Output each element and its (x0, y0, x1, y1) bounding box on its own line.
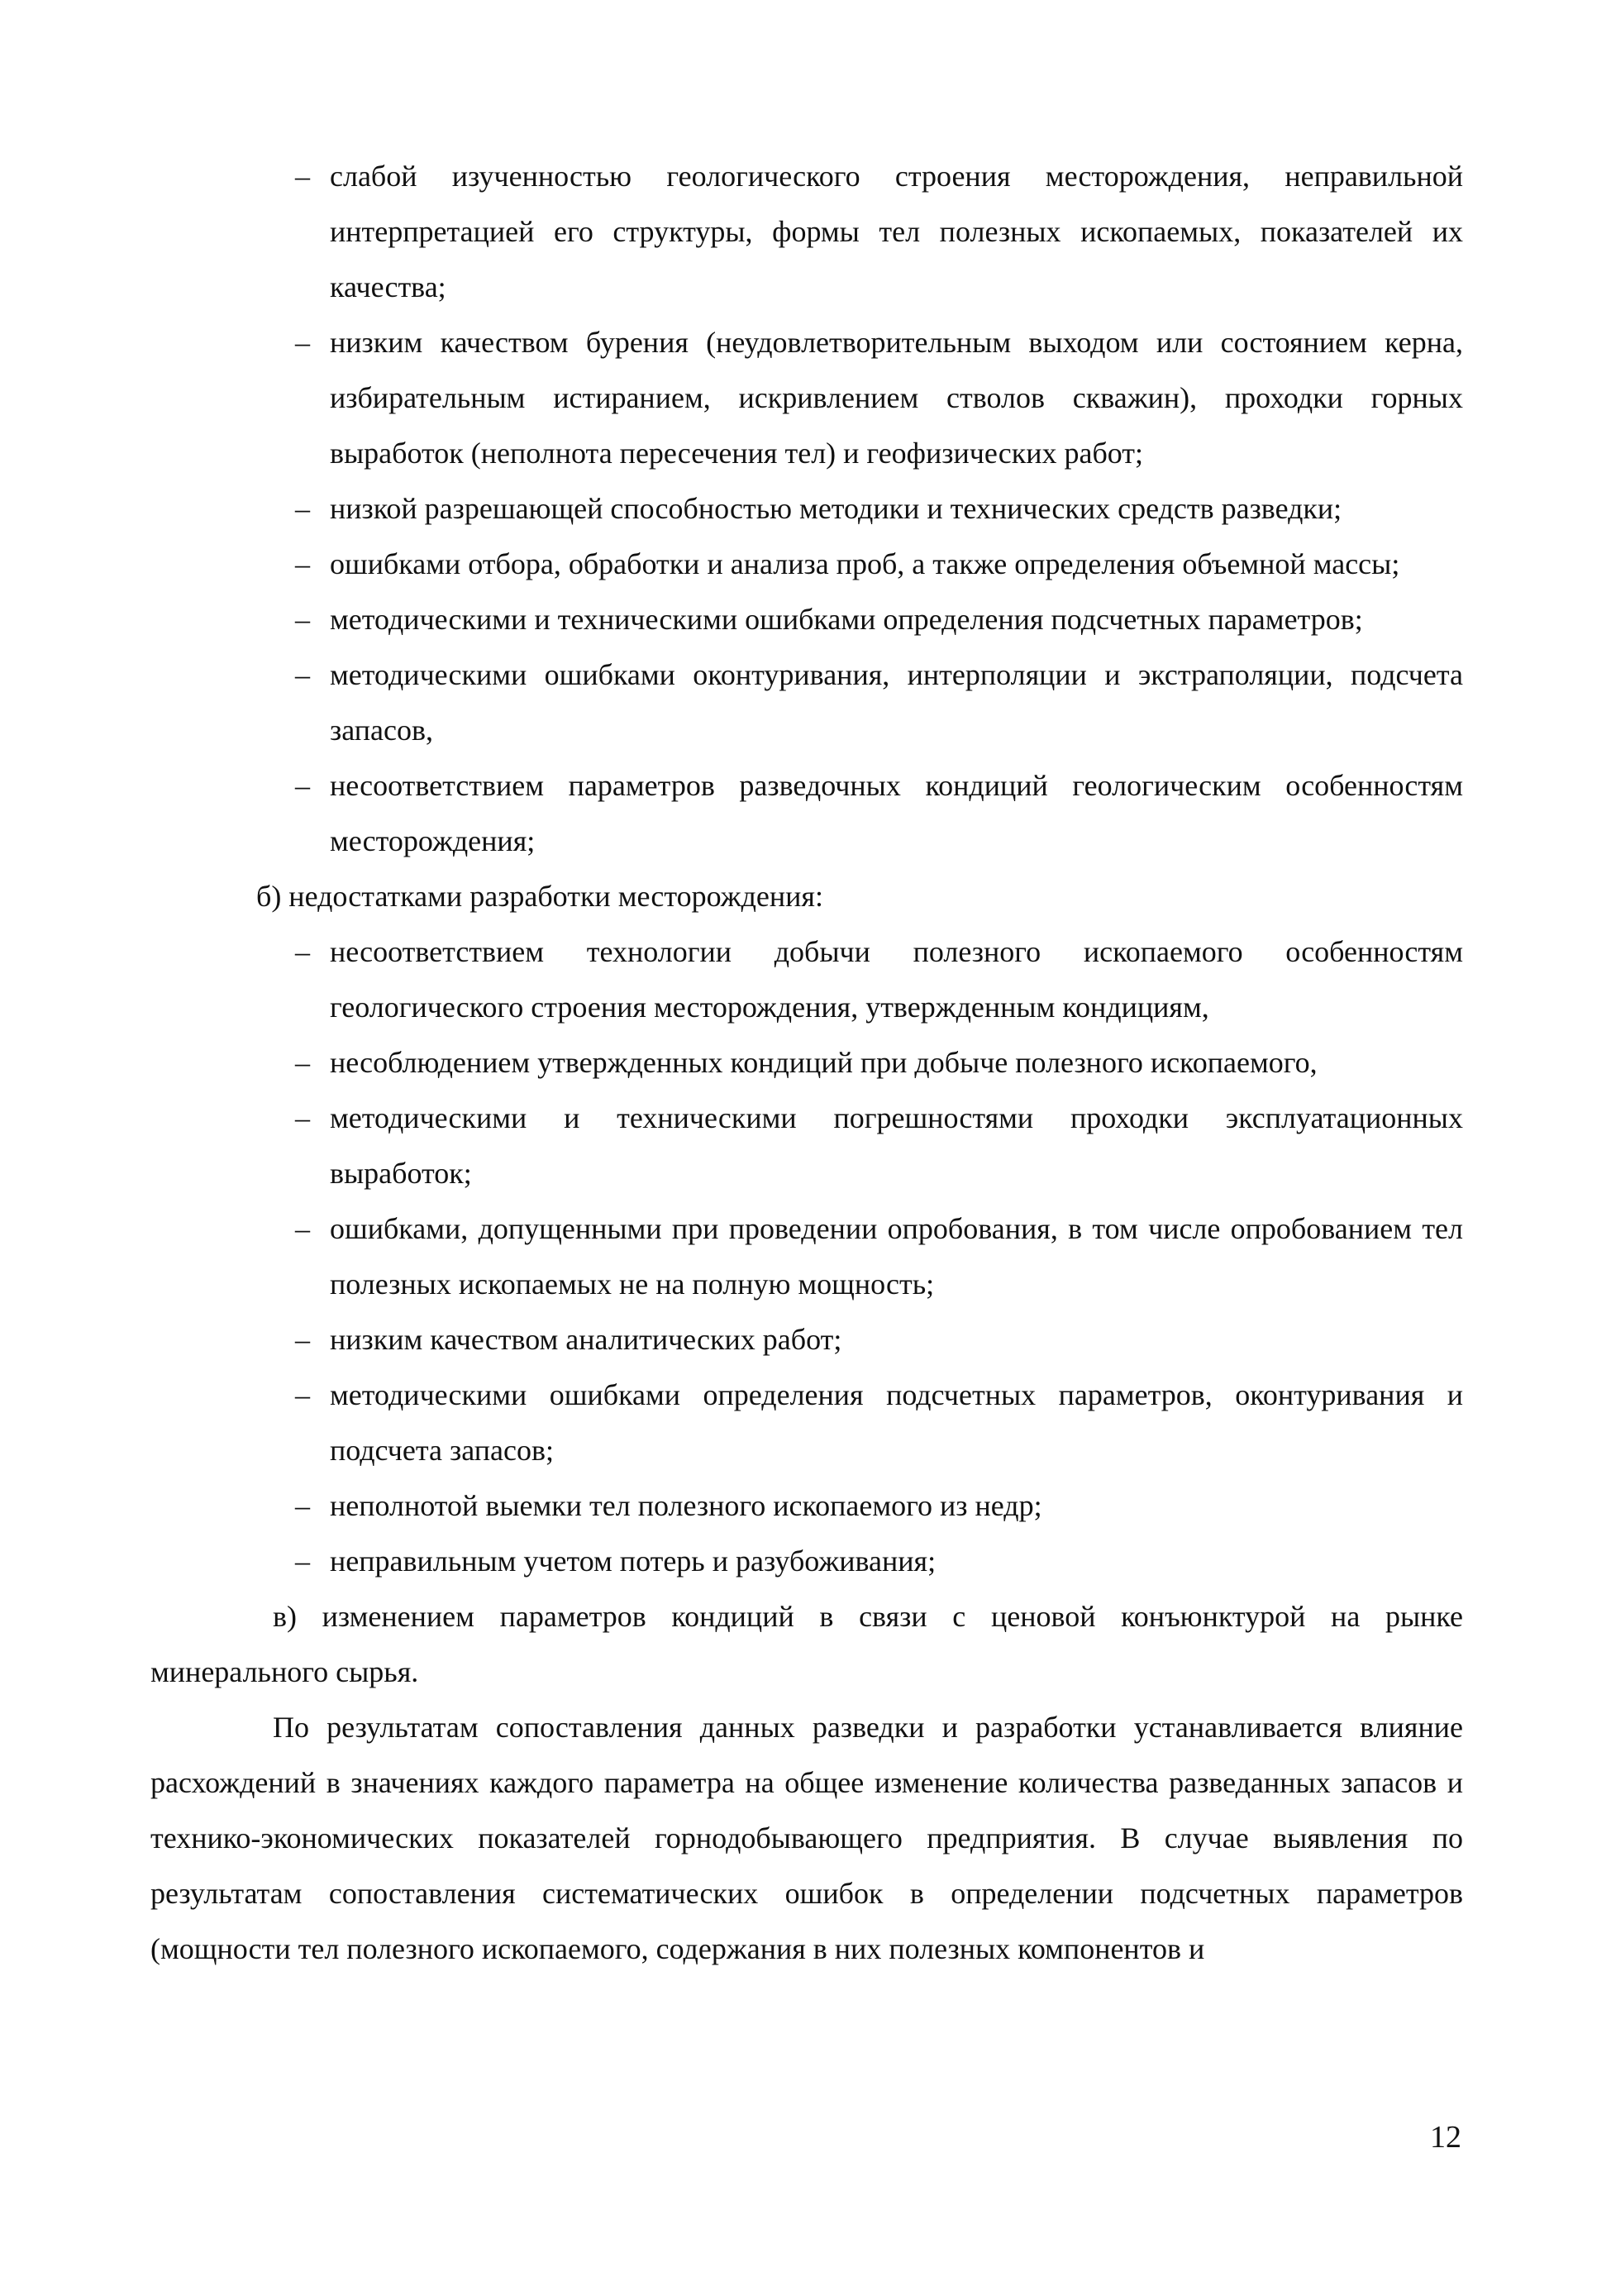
list-dash: – (295, 492, 310, 525)
list-dash: – (295, 1489, 310, 1522)
list-dash: – (295, 769, 310, 802)
list-dash: – (295, 1378, 310, 1411)
document-body (150, 149, 1463, 1977)
list-dash: – (295, 326, 310, 359)
list-item-text: низким качеством аналитических работ; (330, 1323, 842, 1356)
list-item-text: слабой изученностью геологического строения месторождения, неправильной интерпретацией его структуры, формы тел полезных ископаемых, показателей их качества; (330, 160, 1463, 303)
paragraph-v: в) изменением параметров кондиций в связи с ценовой конъюнктурой на рынке минерального сырья. (150, 1600, 1463, 1688)
list-dash: – (295, 547, 310, 580)
paragraph-main: По результатам сопоставления данных разведки и разработки устанавливается влияние расхождений в значениях каждого параметра на общее изменение количества разведанных запасов и технико-экономических показателей горнодобывающего предприятия. В случае выявления по результатам сопоставления систематических ошибок в определении подсчетных параметров (мощности тел полезного ископаемого, содержания в них полезных компонентов и (150, 1711, 1463, 1965)
list-item-text: ошибками отбора, обработки и анализа проб, а также определения объемной массы; (330, 547, 1400, 580)
list-item (295, 1201, 1463, 1312)
list-item-text: методическими и техническими погрешностями проходки эксплуатационных выработок; (330, 1101, 1463, 1190)
list-item (295, 1035, 1463, 1091)
list-dash: – (295, 1101, 310, 1134)
list-item (295, 481, 1463, 537)
list-dash: – (295, 1544, 310, 1578)
list-item-text: методическими и техническими ошибками определения подсчетных параметров; (330, 603, 1363, 636)
section-heading-b: б) недостатками разработки месторождения: (256, 880, 823, 913)
list-item-text: методическими ошибками оконтуривания, интерполяции и экстраполяции, подсчета запасов, (330, 658, 1463, 747)
list-dash: – (295, 603, 310, 636)
list-item-text: неправильным учетом потерь и разубоживания; (330, 1544, 937, 1578)
list-dash: – (295, 658, 310, 691)
list-item (295, 592, 1463, 647)
list-item-text: низкой разрешающей способностью методики и технических средств разведки; (330, 492, 1342, 525)
list-item-text: несоответствием параметров разведочных кондиций геологическим особенностям месторождения; (330, 769, 1463, 857)
list-item-text: неполнотой выемки тел полезного ископаемого из недр; (330, 1489, 1042, 1522)
list-item-text: несоответствием технологии добычи полезного ископаемого особенностям геологического строения месторождения, утвержденным кондициям, (330, 935, 1463, 1024)
list-dash: – (295, 1046, 310, 1079)
list-item (295, 1534, 1463, 1589)
list-item-text: несоблюдением утвержденных кондиций при добыче полезного ископаемого, (330, 1046, 1318, 1079)
page-number: 12 (1430, 2120, 1461, 2155)
list-dash: – (295, 160, 310, 193)
list-item-text: методическими ошибками определения подсчетных параметров, оконтуривания и подсчета запасов; (330, 1378, 1463, 1467)
list-item (295, 1091, 1463, 1201)
list-item (295, 149, 1463, 315)
list-item (295, 315, 1463, 481)
list-item (295, 537, 1463, 592)
list-dash: – (295, 1323, 310, 1356)
list-item (295, 647, 1463, 758)
list-item (295, 1478, 1463, 1534)
list-item (295, 1312, 1463, 1368)
list-item (295, 758, 1463, 869)
list-item (295, 1368, 1463, 1478)
list-dash: – (295, 935, 310, 968)
list-item-text: ошибками, допущенными при проведении опробования, в том числе опробованием тел полезных ископаемых не на полную мощность; (330, 1212, 1463, 1301)
list-dash: – (295, 1212, 310, 1245)
list-item (295, 924, 1463, 1035)
list-item-text: низким качеством бурения (неудовлетворительным выходом или состоянием керна, избирательным истиранием, искривлением стволов скважин), проходки горных выработок (неполнота пересечения тел) и геофизических работ; (330, 326, 1463, 470)
